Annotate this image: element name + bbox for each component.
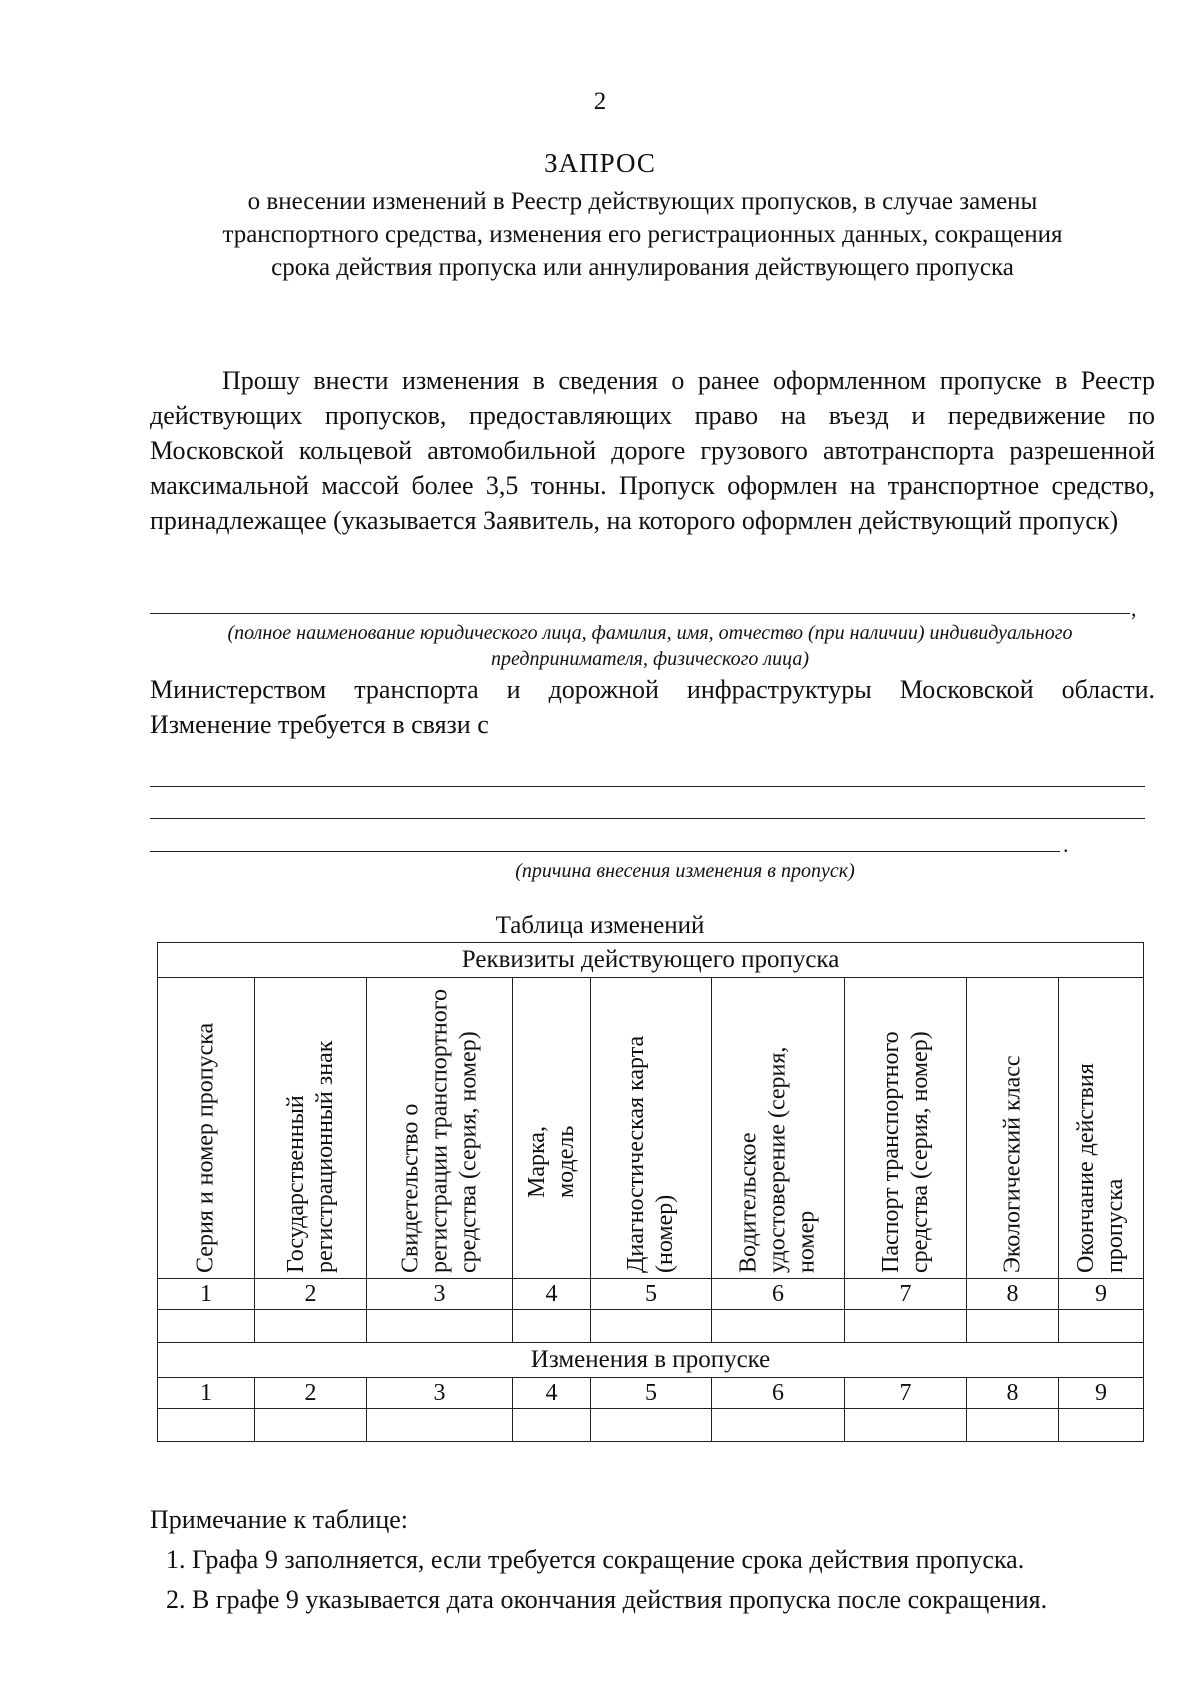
- reason-hint: (причина внесения изменения в пропуск): [515, 860, 855, 882]
- column-headers-row: [158, 978, 1144, 1279]
- reason-blank-line[interactable]: [150, 818, 1145, 819]
- document-subtitle: [150, 185, 1135, 284]
- ministry-paragraph: [150, 672, 1155, 742]
- column-numbers-row: [158, 1279, 1144, 1310]
- column-header: [158, 978, 255, 1279]
- ministry-text: Министерством транспорта и дорожной инфраструктуры Московской области.: [150, 675, 1155, 704]
- column-number: 6: [712, 1279, 845, 1310]
- page-number: 2: [593, 88, 607, 115]
- notes-heading: Примечание к таблице:: [150, 1505, 409, 1534]
- column-header-text: Водительское удостоверение (серия, номер: [735, 1046, 820, 1273]
- column-header-text: Марка, модель: [523, 1125, 579, 1198]
- document-title: ЗАПРОС: [544, 148, 656, 178]
- period-mark: .: [1063, 832, 1069, 857]
- column-header: [255, 978, 367, 1279]
- table-cell[interactable]: [1059, 1409, 1144, 1442]
- subtitle-line: о внесении изменений в Реестр действующих пропусков, в случае замены: [247, 188, 1038, 215]
- table-cell[interactable]: [712, 1409, 845, 1442]
- table-row: [158, 1310, 1144, 1343]
- column-number: 9: [1059, 1378, 1144, 1409]
- table-cell[interactable]: [158, 1409, 255, 1442]
- table-cell[interactable]: [967, 1310, 1059, 1343]
- column-header-text: Экологический класс: [999, 1055, 1025, 1273]
- column-number: 5: [591, 1378, 712, 1409]
- request-text: Прошу внести изменения в сведения о ранее оформленном пропуске в Реестр действующих пропусков, предоставляющих право на въезд и передвижение по Московской кольцевой автомобильной дороге грузового автотранспорта разрешенной максимальной массой более 3,5 тонны. Пропуск оформлен на транспортное средство, принадлежащее (указывается Заявитель, на которого оформлен действующий пропуск): [150, 366, 1155, 535]
- column-header: [513, 978, 591, 1279]
- table-cell[interactable]: [712, 1310, 845, 1343]
- column-number: 6: [712, 1378, 845, 1409]
- table-cell[interactable]: [967, 1409, 1059, 1442]
- column-number: 7: [845, 1378, 967, 1409]
- applicant-blank-line[interactable]: [150, 613, 1130, 614]
- table-cell[interactable]: [158, 1310, 255, 1343]
- table-cell[interactable]: [255, 1409, 367, 1442]
- section-current-pass: Реквизиты действующего пропуска: [158, 943, 1144, 978]
- column-numbers-row: [158, 1378, 1144, 1409]
- table-cell[interactable]: [367, 1310, 513, 1343]
- reason-intro-text: Изменение требуется в связи с: [150, 710, 489, 739]
- table-cell[interactable]: [255, 1310, 367, 1343]
- table-row: [158, 1409, 1144, 1442]
- note-item: 1. Графа 9 заполняется, если требуется сокращение срока действия пропуска.: [192, 1540, 1155, 1580]
- table-cell[interactable]: [1059, 1310, 1144, 1343]
- column-number: 1: [158, 1378, 255, 1409]
- subtitle-line: транспортного средства, изменения его регистрационных данных, сокращения: [222, 221, 1063, 248]
- section-changes: Изменения в пропуске: [158, 1343, 1144, 1378]
- table-caption: Таблица изменений: [495, 912, 705, 939]
- reason-blank-line[interactable]: [150, 851, 1060, 852]
- column-header: [1059, 978, 1144, 1279]
- column-number: 3: [367, 1279, 513, 1310]
- column-header: [591, 978, 712, 1279]
- column-header-text: Серия и номер пропуска: [192, 1022, 219, 1273]
- table-cell[interactable]: [845, 1409, 967, 1442]
- column-header-text: Окончание действия пропуска: [1073, 1063, 1129, 1273]
- column-header-text: Государственный регистрационный знак: [282, 1040, 338, 1273]
- column-header: [367, 978, 513, 1279]
- note-item: 2. В графе 9 указывается дата окончания действия пропуска после сокращения.: [192, 1580, 1155, 1620]
- subtitle-line: срока действия пропуска или аннулирования действующего пропуска: [271, 254, 1014, 281]
- column-header-text: Диагностическая карта (номер): [623, 1035, 678, 1273]
- table-cell[interactable]: [367, 1409, 513, 1442]
- column-header: [967, 978, 1059, 1279]
- table-cell[interactable]: [845, 1310, 967, 1343]
- column-number: 5: [591, 1279, 712, 1310]
- column-number: 1: [158, 1279, 255, 1310]
- column-header-text: Паспорт транспортного средства (серия, номер): [877, 1031, 933, 1273]
- column-number: 4: [513, 1279, 591, 1310]
- column-number: 7: [845, 1279, 967, 1310]
- column-number: 3: [367, 1378, 513, 1409]
- table-notes: [150, 1500, 1155, 1620]
- column-header-text: Свидетельство о регистрации транспортного средства (серия, номер): [397, 989, 481, 1273]
- table-cell[interactable]: [591, 1310, 712, 1343]
- column-number: 8: [967, 1378, 1059, 1409]
- column-number: 2: [255, 1279, 367, 1310]
- comma-mark: ,: [1131, 596, 1137, 621]
- table-cell[interactable]: [591, 1409, 712, 1442]
- column-header: [845, 978, 967, 1279]
- table-cell[interactable]: [513, 1409, 591, 1442]
- reason-blank-line[interactable]: [150, 786, 1145, 787]
- column-number: 4: [513, 1378, 591, 1409]
- column-number: 8: [967, 1279, 1059, 1310]
- changes-table: [157, 942, 1144, 1442]
- table-cell[interactable]: [513, 1310, 591, 1343]
- column-header: [712, 978, 845, 1279]
- column-number: 9: [1059, 1279, 1144, 1310]
- column-number: 2: [255, 1378, 367, 1409]
- notes-list: [150, 1540, 1155, 1620]
- request-paragraph: [150, 363, 1155, 538]
- applicant-hint: (полное наименование юридического лица, фамилия, имя, отчество (при наличии) индивидуального предпринимателя, физического лица): [227, 622, 1073, 670]
